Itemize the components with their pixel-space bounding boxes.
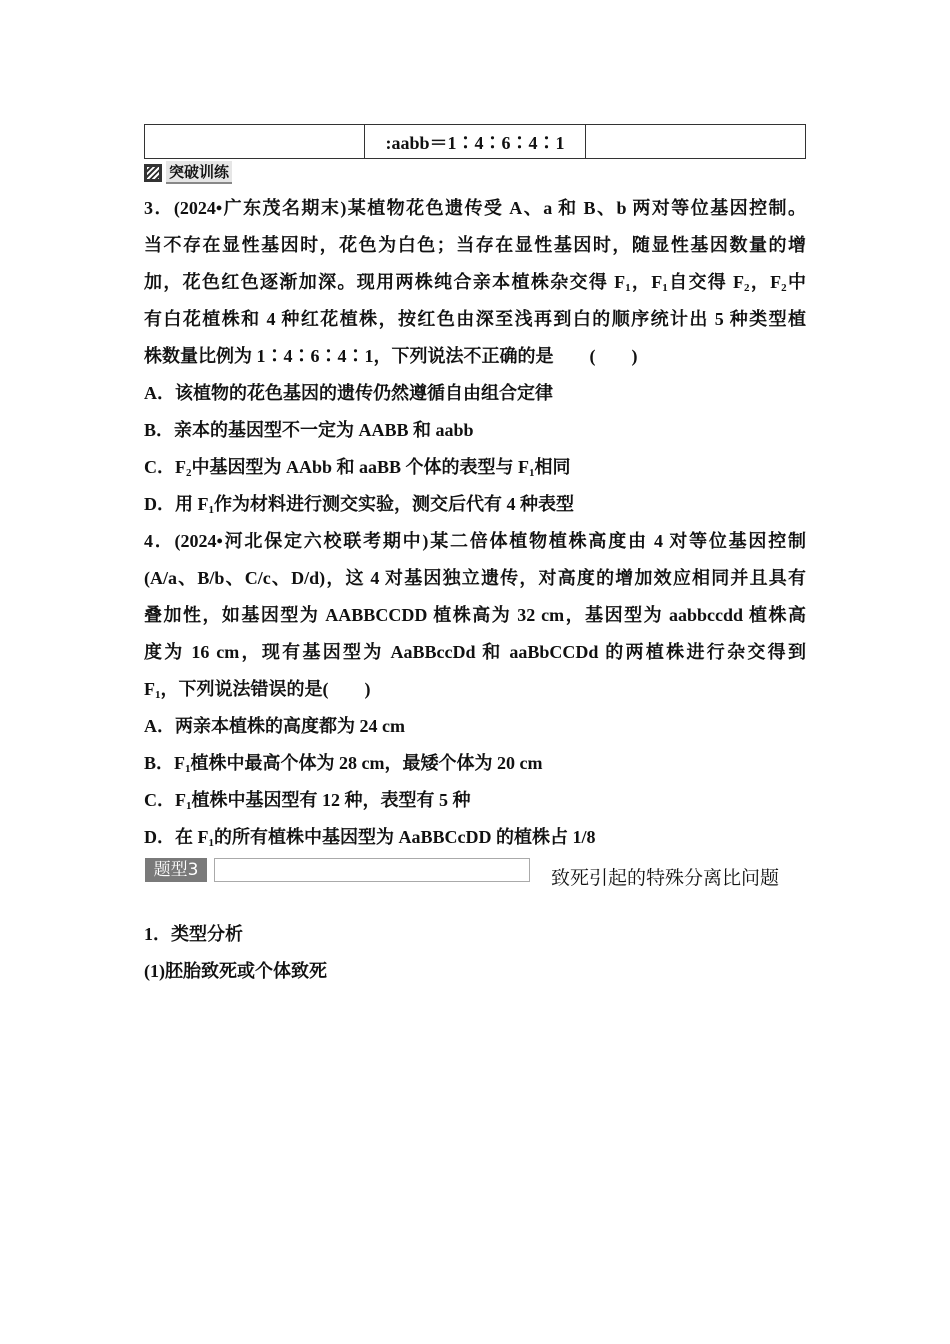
text-segment: 加，花色红色逐渐加深。现用两株纯合亲本植株杂交得 F: [144, 272, 626, 292]
subscript: 1: [208, 504, 214, 516]
text-segment: ，F: [630, 272, 663, 292]
table-cell: :aabb＝1∶4∶6∶4∶1: [365, 125, 585, 158]
subscript: 1: [662, 282, 668, 294]
text-segment: 当不存在显性基因时，花色为白色；当存在显性基因时，随显性基因数量的增: [144, 235, 806, 255]
subscript: 1: [185, 763, 191, 775]
text-line: [144, 264, 806, 301]
subscript: 2: [781, 282, 787, 294]
text-segment: A．该植物的花色基因的遗传仍然遵循自由组合定律: [144, 383, 553, 403]
section-title: 致死引起的特殊分离比问题: [551, 867, 780, 889]
text-line: [144, 560, 806, 597]
text-segment: C．F: [144, 790, 186, 810]
practice-badge: [144, 161, 232, 184]
practice-badge-label: 突破训练: [166, 161, 232, 184]
text-line: [144, 338, 806, 375]
text-segment: 有白花植株和 4 种红花植株，按红色由深至浅再到白的顺序统计出 5 种类型植: [144, 309, 806, 329]
text-segment: 中: [786, 272, 807, 292]
text-segment: 3．(2024•广东茂名期末)某植物花色遗传受 A、a 和 B、b 两对等位基因控制。: [144, 198, 806, 218]
text-segment: 的所有植株中基因型为 AaBBCcDD 的植株占 1/8: [214, 827, 596, 847]
text-segment: C．F: [144, 457, 186, 477]
section-badge: 题型3: [145, 858, 207, 882]
subscript: 1: [155, 689, 161, 701]
text-line: [144, 671, 806, 708]
text-segment: B．F: [144, 753, 186, 773]
text-line: [144, 708, 806, 745]
text-segment: 叠加性，如基因型为 AABBCCDD 植株高为 32 cm，基因型为 aabbccdd 植株高: [144, 605, 806, 625]
text-segment: A．两亲本植株的高度都为 24 cm: [144, 716, 405, 736]
analysis-subheading: (1)胚胎致死或个体致死: [144, 961, 327, 981]
text-segment: B．亲本的基因型不一定为 AABB 和 aabb: [144, 420, 474, 440]
text-line: [144, 597, 806, 634]
text-segment: 4．(2024•河北保定六校联考期中)某二倍体植物植株高度由 4 对等位基因控制: [144, 531, 806, 551]
text-line: [144, 412, 806, 449]
table-cell: [145, 125, 365, 158]
text-segment: D．用 F: [144, 494, 209, 514]
text-line: [144, 375, 806, 412]
text-line: [144, 782, 806, 819]
text-segment: 作为材料进行测交实验，测交后代有 4 种表型: [214, 494, 574, 514]
subscript: 1: [529, 467, 535, 479]
text-segment: 中基因型为 AAbb 和 aaBB 个体的表型与 F: [191, 457, 530, 477]
text-segment: F: [144, 679, 155, 699]
analysis-heading: 1．类型分析: [144, 924, 243, 944]
text-segment: ，F: [749, 272, 782, 292]
text-segment: 植株中基因型有 12 种，表型有 5 种: [191, 790, 471, 810]
subscript: 2: [186, 467, 192, 479]
text-line: [144, 745, 806, 782]
subscript: 1: [208, 837, 214, 849]
text-segment: 度为 16 cm，现有基因型为 AaBBccDd 和 aaBbCCDd 的两植株进行杂交得到: [144, 642, 806, 662]
text-line: [144, 449, 806, 486]
text-segment: 株数量比例为 1∶4∶6∶4∶1，下列说法不正确的是 ( ): [144, 346, 638, 366]
text-line: [144, 634, 806, 671]
subscript: 1: [625, 282, 631, 294]
text-line: [144, 190, 806, 227]
table-cell: [586, 125, 805, 158]
text-segment: ，下列说法错误的是( ): [160, 679, 371, 699]
text-line: [144, 486, 806, 523]
text-segment: 植株中最高个体为 28 cm，最矮个体为 20 cm: [190, 753, 543, 773]
text-segment: 相同: [534, 457, 571, 477]
pen-icon: [144, 164, 162, 182]
table-row: [144, 124, 806, 159]
text-line: [144, 819, 806, 856]
text-segment: (A/a、B/b、C/c、D/d)，这 4 对基因独立遗传，对高度的增加效应相同并且具有: [144, 568, 806, 588]
text-segment: 自交得 F: [667, 272, 744, 292]
text-segment: D．在 F: [144, 827, 209, 847]
section-box: [214, 858, 530, 882]
subscript: 1: [186, 800, 192, 812]
text-line: [144, 523, 806, 560]
subscript: 2: [743, 282, 750, 294]
text-line: [144, 227, 806, 264]
text-line: [144, 301, 806, 338]
